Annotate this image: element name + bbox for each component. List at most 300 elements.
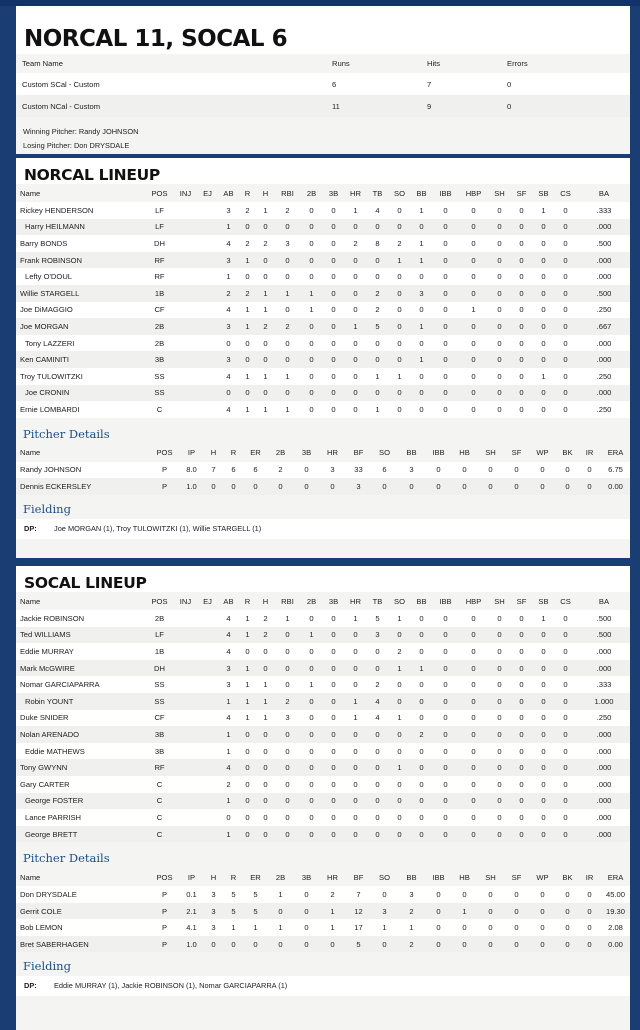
stat-cell: 0 <box>343 302 365 319</box>
stat-cell: 0 <box>365 335 387 352</box>
stat-cell <box>173 285 195 302</box>
stat-cell: 0 <box>457 219 487 236</box>
stat-cell: .000 <box>575 660 630 677</box>
stat-cell: 0 <box>531 385 553 402</box>
player-name: Randy JOHNSON <box>16 462 148 479</box>
player-name: Gerrit COLE <box>16 903 148 920</box>
stat-cell: 0 <box>292 478 318 495</box>
stat-cell: 0 <box>255 809 273 826</box>
stat-cell: 0 <box>365 759 387 776</box>
stat-cell: 0 <box>365 643 387 660</box>
stat-cell: 0 <box>457 726 487 743</box>
stat-cell: 0 <box>321 660 343 677</box>
stat-cell: 0 <box>531 219 553 236</box>
col-header-2b: 2B <box>299 592 321 610</box>
stat-cell: 0 <box>237 351 255 368</box>
stat-cell: 1 <box>409 202 431 219</box>
stat-cell: .500 <box>575 627 630 644</box>
stat-cell: 0 <box>531 627 553 644</box>
stat-cell: 2 <box>365 285 387 302</box>
col-header-pos: POS <box>148 868 178 886</box>
stat-cell: 0 <box>553 793 575 810</box>
stat-cell: 1 <box>273 401 299 418</box>
col-header-sf: SF <box>509 592 531 610</box>
stat-cell: 0 <box>528 478 554 495</box>
stat-cell: 0 <box>242 478 266 495</box>
stat-cell: 19.30 <box>598 903 630 920</box>
stat-cell: 0 <box>457 776 487 793</box>
stat-cell: 0 <box>509 809 531 826</box>
stat-cell: .000 <box>575 743 630 760</box>
stat-cell: 0 <box>321 268 343 285</box>
stat-cell: 0 <box>487 202 509 219</box>
stat-cell: 0 <box>409 826 431 843</box>
stat-cell: 0 <box>387 743 409 760</box>
stat-cell: 0 <box>509 793 531 810</box>
stat-cell: 0 <box>509 285 531 302</box>
stat-cell: 0 <box>273 252 299 269</box>
stat-cell: 5 <box>365 610 387 627</box>
stat-cell: 0 <box>487 693 509 710</box>
stat-cell: 0 <box>487 826 509 843</box>
stat-cell: 5 <box>344 936 370 953</box>
stat-cell: 3 <box>396 886 424 903</box>
stat-cell: 0 <box>450 936 476 953</box>
stat-cell <box>173 268 195 285</box>
socal-pitching-table <box>16 868 630 952</box>
stat-cell: 0 <box>431 710 457 727</box>
stat-cell: 1 <box>255 693 273 710</box>
stat-cell: 0 <box>553 351 575 368</box>
stat-cell: 0 <box>321 351 343 368</box>
stat-cell: 0 <box>409 809 431 826</box>
stat-cell: 0 <box>273 809 299 826</box>
stat-cell: 0 <box>409 385 431 402</box>
stat-cell: 0 <box>365 660 387 677</box>
stat-cell: 0 <box>255 776 273 793</box>
stat-cell: 1 <box>387 759 409 776</box>
col-header-3b: 3B <box>292 444 318 462</box>
team-name: Custom NCal - Custom <box>16 95 326 117</box>
stat-cell: 0 <box>237 219 255 236</box>
stat-cell: 0 <box>553 219 575 236</box>
batter-row <box>16 726 630 743</box>
stat-cell: .000 <box>575 268 630 285</box>
stat-cell: 5 <box>222 903 242 920</box>
pitcher-row <box>16 919 630 936</box>
stat-cell: 1 <box>217 219 237 236</box>
stat-cell: 0 <box>255 335 273 352</box>
stat-cell: 0 <box>553 318 575 335</box>
stat-cell: 0 <box>321 368 343 385</box>
player-name: Frank ROBINSON <box>16 252 143 269</box>
batter-row <box>16 759 630 776</box>
socal-lineup-card <box>16 566 630 1030</box>
stat-cell: 0 <box>299 710 321 727</box>
stat-cell: 0 <box>409 335 431 352</box>
stat-cell <box>195 693 217 710</box>
norcal-lineup-title: NORCAL LINEUP <box>16 158 630 184</box>
stat-cell <box>195 351 217 368</box>
stat-cell: 0 <box>531 235 553 252</box>
stat-cell: 2 <box>255 627 273 644</box>
stat-cell: 0 <box>299 335 321 352</box>
col-header-tb: TB <box>365 592 387 610</box>
stat-cell <box>195 627 217 644</box>
stat-cell: 3 <box>273 235 299 252</box>
stat-cell: 0 <box>457 627 487 644</box>
col-header-name: Name <box>16 868 148 886</box>
stat-cell: 0 <box>255 252 273 269</box>
stat-cell: 0 <box>553 252 575 269</box>
stat-cell: 0 <box>457 335 487 352</box>
stat-cell: RF <box>143 759 173 776</box>
stat-cell: 0 <box>409 710 431 727</box>
stat-cell: .000 <box>575 252 630 269</box>
stat-cell: 0 <box>387 676 409 693</box>
col-header-cs: CS <box>553 184 575 202</box>
stat-cell: 1 <box>318 903 344 920</box>
stat-cell: P <box>148 462 178 479</box>
stat-cell: 1 <box>217 793 237 810</box>
stat-cell <box>173 351 195 368</box>
col-header-sf: SF <box>509 184 531 202</box>
stat-cell: 0 <box>531 676 553 693</box>
socal-batting-header-row <box>16 592 630 610</box>
stat-cell: 1 <box>343 710 365 727</box>
stat-cell: 45.00 <box>598 886 630 903</box>
stat-cell: .500 <box>575 235 630 252</box>
col-header-bb: BB <box>396 444 424 462</box>
stat-cell: .000 <box>575 793 630 810</box>
stat-cell <box>195 268 217 285</box>
stat-cell: 1 <box>387 660 409 677</box>
stat-cell: 0 <box>487 268 509 285</box>
socal-batting-table <box>16 592 630 842</box>
stat-cell: 0 <box>292 936 318 953</box>
stat-cell: 0 <box>409 368 431 385</box>
stat-cell: 0 <box>431 318 457 335</box>
stat-cell: 0 <box>299 401 321 418</box>
stat-cell: 0 <box>343 335 365 352</box>
col-header-bb: BB <box>396 868 424 886</box>
col-header-pos: POS <box>143 184 173 202</box>
stat-cell: 0 <box>273 743 299 760</box>
stat-cell: 0 <box>365 252 387 269</box>
stat-cell: 8 <box>365 235 387 252</box>
norcal-batting-table <box>16 184 630 418</box>
stat-cell: 0 <box>487 351 509 368</box>
stat-cell: 0 <box>487 252 509 269</box>
dp-label: DP: <box>24 523 37 533</box>
batter-row <box>16 351 630 368</box>
stat-cell: 3 <box>370 903 396 920</box>
stat-cell: 0 <box>509 676 531 693</box>
stat-cell: 0 <box>273 335 299 352</box>
stat-cell: 1 <box>409 660 431 677</box>
stat-cell: 0 <box>553 710 575 727</box>
stat-cell: 0 <box>509 351 531 368</box>
stat-cell: 7 <box>344 886 370 903</box>
stat-cell: 0 <box>502 462 528 479</box>
stat-cell: 0 <box>553 627 575 644</box>
stat-cell: P <box>148 886 178 903</box>
stat-cell <box>173 710 195 727</box>
col-header-tb: TB <box>365 184 387 202</box>
stat-cell: 0 <box>502 903 528 920</box>
stat-cell: 0 <box>255 793 273 810</box>
stat-cell: 0 <box>424 936 450 953</box>
stat-cell: 0 <box>509 693 531 710</box>
stat-cell: SS <box>143 693 173 710</box>
stat-cell <box>195 202 217 219</box>
stat-cell: 1 <box>255 285 273 302</box>
stat-cell: 0 <box>531 793 553 810</box>
stat-cell: 3B <box>143 743 173 760</box>
stat-cell: 0 <box>457 235 487 252</box>
stat-cell: .000 <box>575 335 630 352</box>
stat-cell: 2 <box>387 235 409 252</box>
stat-cell: 0 <box>502 936 528 953</box>
player-name: Rickey HENDERSON <box>16 202 143 219</box>
stat-cell: 3 <box>318 462 344 479</box>
stat-cell: 0 <box>237 809 255 826</box>
batter-row <box>16 285 630 302</box>
stat-cell: 4 <box>217 627 237 644</box>
stat-cell: 0.1 <box>178 886 202 903</box>
stat-cell: 0 <box>487 759 509 776</box>
stat-cell: 0 <box>531 302 553 319</box>
batter-row <box>16 627 630 644</box>
stat-cell: 0 <box>237 759 255 776</box>
stat-cell: 0 <box>553 335 575 352</box>
stat-cell <box>195 676 217 693</box>
stat-cell: 0 <box>237 793 255 810</box>
stat-cell: 0 <box>487 302 509 319</box>
stat-cell: 1 <box>217 693 237 710</box>
stat-cell: 0 <box>450 478 476 495</box>
stat-cell: 0 <box>457 268 487 285</box>
batter-row <box>16 710 630 727</box>
col-header-ba: BA <box>575 184 630 202</box>
col-header-hr: HR <box>318 444 344 462</box>
stat-cell: 0 <box>531 318 553 335</box>
stat-cell: 0 <box>343 252 365 269</box>
col-header-ibb: IBB <box>431 184 457 202</box>
stat-cell: 0 <box>255 385 273 402</box>
stat-cell: 0 <box>299 743 321 760</box>
stat-cell: 0 <box>553 285 575 302</box>
stat-cell: 0 <box>299 759 321 776</box>
stat-cell: 0 <box>554 478 578 495</box>
stat-cell: 2B <box>143 335 173 352</box>
stat-cell: 0 <box>273 643 299 660</box>
stat-cell: 0 <box>578 886 598 903</box>
stat-cell: 0 <box>431 302 457 319</box>
stat-cell: 0 <box>299 268 321 285</box>
stat-cell: 0.00 <box>598 478 630 495</box>
stat-cell: 0 <box>321 385 343 402</box>
dp-text: Joe MORGAN (1), Troy TULOWITZKI (1), Willie STARGELL (1) <box>54 523 262 533</box>
stat-cell: 4 <box>217 368 237 385</box>
stat-cell: 0 <box>431 252 457 269</box>
col-header-inj: INJ <box>173 592 195 610</box>
stat-cell: 0 <box>343 368 365 385</box>
stat-cell: 6 <box>242 462 266 479</box>
stat-cell: 1 <box>387 368 409 385</box>
stat-cell <box>173 776 195 793</box>
stat-cell: 0 <box>528 462 554 479</box>
stat-cell: 1 <box>409 318 431 335</box>
stat-cell: 0 <box>343 401 365 418</box>
stat-cell: 0 <box>431 826 457 843</box>
stat-cell <box>195 235 217 252</box>
stat-cell: 0 <box>365 219 387 236</box>
stat-cell <box>173 743 195 760</box>
stat-cell <box>195 252 217 269</box>
stat-cell: 0 <box>242 936 266 953</box>
stat-cell: 0 <box>273 219 299 236</box>
stat-cell: 0 <box>321 335 343 352</box>
stat-cell: 0 <box>528 919 554 936</box>
stat-cell: 0 <box>387 809 409 826</box>
player-name: Duke SNIDER <box>16 710 143 727</box>
stat-cell: 0 <box>509 759 531 776</box>
stat-cell: 1 <box>299 676 321 693</box>
stat-cell: 0 <box>553 385 575 402</box>
stat-cell: 0 <box>365 776 387 793</box>
col-header-so: SO <box>387 592 409 610</box>
stat-cell: 0 <box>299 385 321 402</box>
stat-cell: 0 <box>578 462 598 479</box>
stat-cell: 0 <box>502 478 528 495</box>
stat-cell: 0 <box>431 809 457 826</box>
stat-cell: 2 <box>217 776 237 793</box>
stat-cell: 0 <box>273 660 299 677</box>
stat-cell: 0 <box>509 219 531 236</box>
stat-cell: 1 <box>531 610 553 627</box>
stat-cell: 1 <box>217 726 237 743</box>
stat-cell: 2B <box>143 318 173 335</box>
stat-cell: 0 <box>553 776 575 793</box>
stat-cell: 0 <box>431 643 457 660</box>
player-name: Barry BONDS <box>16 235 143 252</box>
stat-cell: 0 <box>299 826 321 843</box>
stat-cell: 0 <box>487 660 509 677</box>
stat-cell: 0 <box>321 302 343 319</box>
player-name: Nolan ARENADO <box>16 726 143 743</box>
stat-cell: 0 <box>292 919 318 936</box>
stat-cell: 3 <box>409 285 431 302</box>
stat-cell: 1 <box>387 710 409 727</box>
stat-cell: 0 <box>476 919 502 936</box>
stat-cell: 0 <box>343 676 365 693</box>
stat-cell: 0 <box>476 936 502 953</box>
stat-cell: 0 <box>409 676 431 693</box>
stat-cell: 0 <box>365 793 387 810</box>
stat-cell: 0 <box>487 726 509 743</box>
stat-cell: 1 <box>299 285 321 302</box>
stat-cell: 0 <box>321 809 343 826</box>
stat-cell: .000 <box>575 809 630 826</box>
stat-cell: 3 <box>217 660 237 677</box>
stat-cell: 0 <box>273 776 299 793</box>
stat-cell: 3 <box>217 676 237 693</box>
stat-cell: 0 <box>409 219 431 236</box>
col-header-bf: BF <box>344 868 370 886</box>
stat-cell: 0 <box>387 726 409 743</box>
stat-cell: 0 <box>553 235 575 252</box>
stat-cell: 0 <box>487 710 509 727</box>
stat-cell: 0 <box>509 710 531 727</box>
stat-cell: DH <box>143 660 173 677</box>
stat-cell: 0 <box>343 809 365 826</box>
stat-cell: 0 <box>343 660 365 677</box>
stat-cell: 0 <box>387 268 409 285</box>
stat-cell <box>173 252 195 269</box>
stat-cell: 0 <box>273 627 299 644</box>
stat-cell: 0 <box>487 676 509 693</box>
player-name: Robin YOUNT <box>16 693 143 710</box>
stat-cell: 0 <box>409 627 431 644</box>
stat-cell: 4 <box>365 202 387 219</box>
player-name: Bob LEMON <box>16 919 148 936</box>
stat-cell: 4.1 <box>178 919 202 936</box>
col-header-sh: SH <box>487 184 509 202</box>
stat-cell: 0 <box>487 401 509 418</box>
stat-cell: 4 <box>365 710 387 727</box>
stat-cell: 0 <box>509 401 531 418</box>
col-header-r: R <box>222 868 242 886</box>
stat-cell: 0 <box>531 776 553 793</box>
stat-cell: 0 <box>487 793 509 810</box>
stat-cell: 12 <box>344 903 370 920</box>
stat-cell: 0 <box>299 809 321 826</box>
stat-cell <box>173 401 195 418</box>
batter-row <box>16 385 630 402</box>
stat-cell: 0 <box>273 726 299 743</box>
batter-row <box>16 202 630 219</box>
stat-cell: 0 <box>457 202 487 219</box>
stat-cell: 0 <box>553 809 575 826</box>
stat-cell: 0 <box>321 202 343 219</box>
stat-cell <box>173 335 195 352</box>
stat-cell: 0 <box>387 318 409 335</box>
batter-row <box>16 401 630 418</box>
col-header-name: Name <box>16 444 148 462</box>
stat-cell: 0 <box>396 478 424 495</box>
stat-cell: 0 <box>531 660 553 677</box>
header-errors: Errors <box>501 54 630 73</box>
col-header-h: H <box>255 592 273 610</box>
stat-cell: 4 <box>217 710 237 727</box>
stat-cell: 1 <box>396 919 424 936</box>
stat-cell <box>195 302 217 319</box>
stat-cell: 0 <box>553 693 575 710</box>
col-header-ir: IR <box>578 444 598 462</box>
player-name: Tony LAZZERI <box>16 335 143 352</box>
stat-cell: SS <box>143 368 173 385</box>
stat-cell: 2 <box>255 610 273 627</box>
col-header-inj: INJ <box>173 184 195 202</box>
stat-cell: 1 <box>255 368 273 385</box>
stat-cell <box>173 676 195 693</box>
stat-cell <box>195 643 217 660</box>
stat-cell: C <box>143 809 173 826</box>
stat-cell: 0 <box>531 285 553 302</box>
stat-cell: 0 <box>531 351 553 368</box>
stat-cell: 0 <box>578 903 598 920</box>
